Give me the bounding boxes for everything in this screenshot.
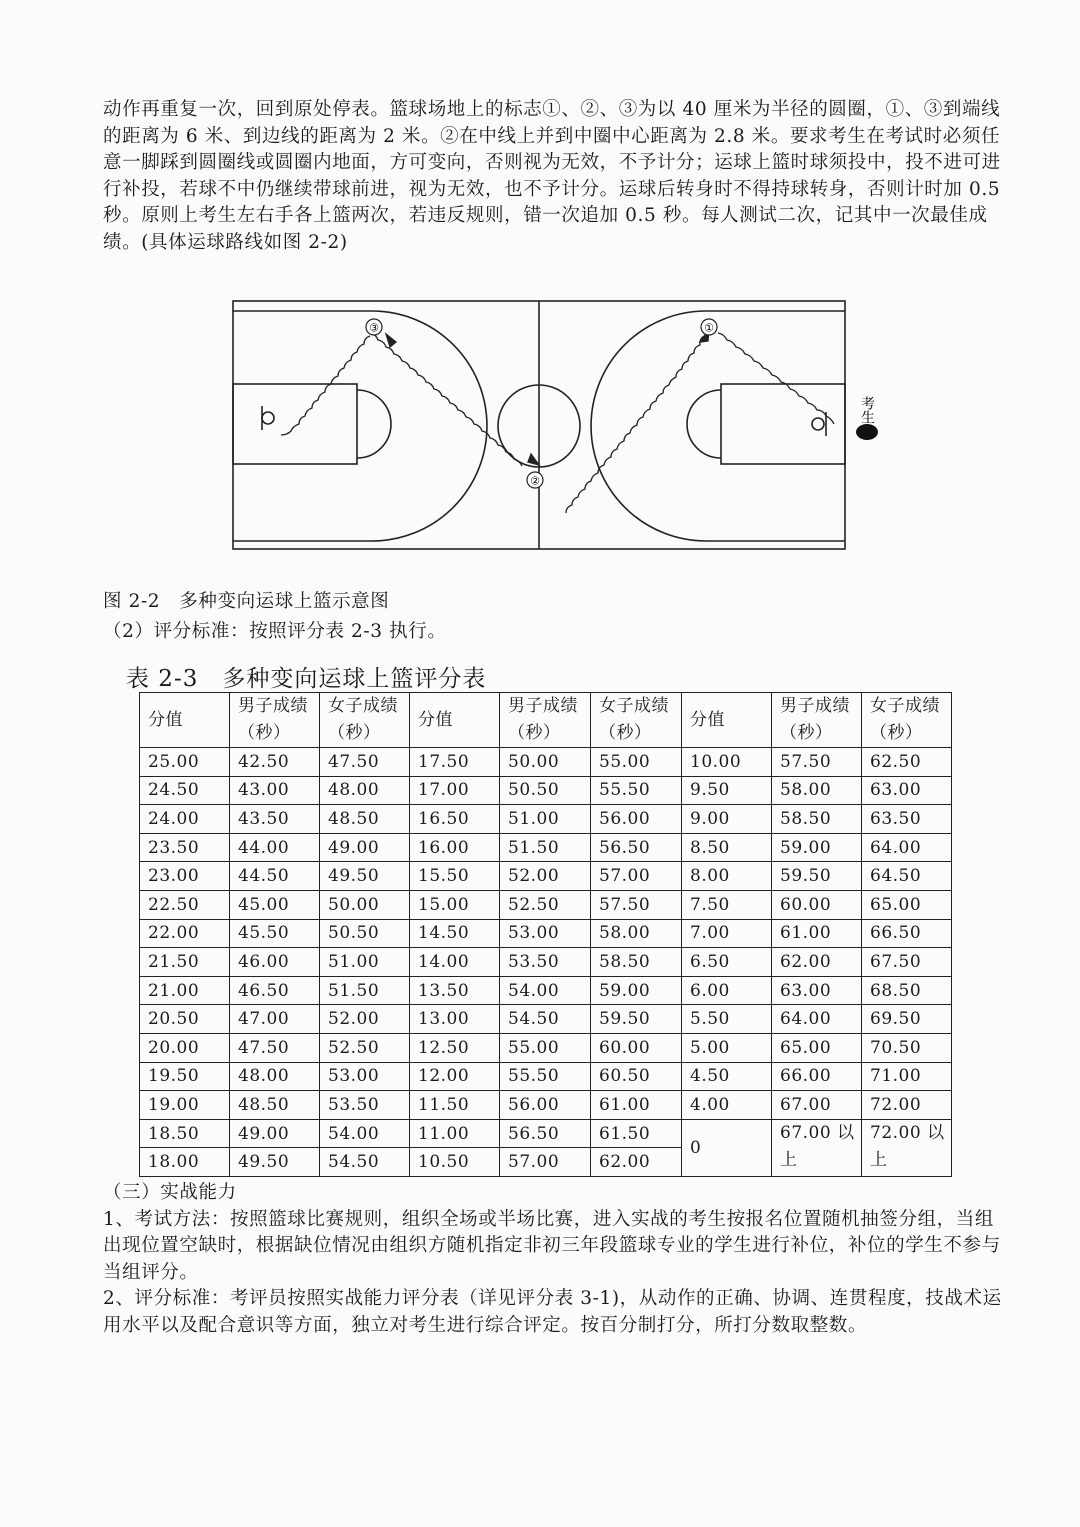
table-cell: 67.00 以上 [772, 1119, 862, 1176]
table-cell: 66.50 [862, 919, 952, 948]
table-cell: 50.00 [320, 890, 410, 919]
table-cell: 10.50 [410, 1148, 500, 1177]
table-cell: 69.50 [862, 1005, 952, 1034]
table-cell: 44.00 [230, 833, 320, 862]
table-header-row [140, 693, 952, 748]
table-row [140, 1119, 952, 1148]
table-cell: 62.00 [772, 948, 862, 977]
table-cell: 66.00 [772, 1062, 862, 1091]
table-cell: 11.50 [410, 1091, 500, 1120]
dribble-route [281, 329, 834, 513]
table-cell: 7.50 [682, 890, 772, 919]
table-cell: 52.50 [500, 890, 591, 919]
table-row [140, 776, 952, 805]
table-cell: 6.50 [682, 948, 772, 977]
table-cell: 51.50 [320, 976, 410, 1005]
right-basket [812, 418, 824, 430]
table-row [140, 1033, 952, 1062]
table-cell: 50.50 [320, 919, 410, 948]
table-cell: 48.50 [320, 805, 410, 834]
table-row [140, 1005, 952, 1034]
table-cell: 8.50 [682, 833, 772, 862]
table-cell: 55.00 [591, 748, 682, 777]
table-cell: 47.00 [230, 1005, 320, 1034]
table-cell: 42.50 [230, 748, 320, 777]
table-cell: 14.00 [410, 948, 500, 977]
table-cell: 12.50 [410, 1033, 500, 1062]
table-cell: 47.50 [320, 748, 410, 777]
table-cell: 59.50 [591, 1005, 682, 1034]
table-cell: 58.00 [772, 776, 862, 805]
table-cell: 11.00 [410, 1119, 500, 1148]
table-cell: 58.50 [591, 948, 682, 977]
table-cell: 16.00 [410, 833, 500, 862]
table-cell: 51.50 [500, 833, 591, 862]
table-cell: 15.00 [410, 890, 500, 919]
table-cell: 13.00 [410, 1005, 500, 1034]
table-cell: 58.50 [772, 805, 862, 834]
table-cell: 70.50 [862, 1033, 952, 1062]
section-3-item-2: 2、评分标准：考评员按照实战能力评分表（详见评分表 3-1)，从动作的正确、协调、连贯程度，技战术运用水平以及配合意识等方面，独立对考生进行综合评定。按百分制打分，所打分数取整数。 [103, 1288, 1002, 1336]
table-cell: 17.50 [410, 748, 500, 777]
table-cell: 24.50 [140, 776, 230, 805]
table-row [140, 890, 952, 919]
section-3-item-1: 1、考试方法：按照篮球比赛规则，组织全场或半场比赛，进入实战的考生按报名位置随机抽签分组，当组出现位置空缺时，根据缺位情况由组织方随机指定非初三年段篮球专业的学生进行补位，补位的学生不参与当组评分。 [103, 1208, 1001, 1283]
right-three-point-arc [591, 311, 845, 541]
header-cell: 分值 [682, 693, 772, 748]
table-cell: 57.50 [591, 890, 682, 919]
table-cell: 49.50 [230, 1148, 320, 1177]
table-cell: 55.00 [500, 1033, 591, 1062]
table-cell: 71.00 [862, 1062, 952, 1091]
table-cell: 6.00 [682, 976, 772, 1005]
table-cell: 46.00 [230, 948, 320, 977]
left-basket [262, 412, 274, 424]
table-cell: 43.00 [230, 776, 320, 805]
table-row [140, 948, 952, 977]
header-cell: 男子成绩（秒） [772, 693, 862, 748]
table-cell: 61.00 [772, 919, 862, 948]
scoring-criteria-line: （2）评分标准：按照评分表 2-3 执行。 [103, 621, 447, 642]
score-table [139, 692, 952, 1177]
table-cell: 48.00 [230, 1062, 320, 1091]
basketball-court-diagram [222, 294, 882, 556]
table-cell: 53.00 [500, 919, 591, 948]
table-cell: 20.00 [140, 1033, 230, 1062]
table-cell: 63.00 [772, 976, 862, 1005]
figure-caption: 图 2-2 多种变向运球上篮示意图 [103, 591, 390, 612]
table-title: 表 2-3 多种变向运球上篮评分表 [126, 666, 487, 692]
table-cell: 9.50 [682, 776, 772, 805]
svg-text:③: ③ [369, 321, 379, 335]
table-cell: 24.00 [140, 805, 230, 834]
examinee-dot [856, 424, 878, 440]
table-cell: 64.00 [772, 1005, 862, 1034]
header-cell: 分值 [410, 693, 500, 748]
table-cell: 19.00 [140, 1091, 230, 1120]
table-row [140, 805, 952, 834]
table-cell: 51.00 [500, 805, 591, 834]
table-cell: 10.00 [682, 748, 772, 777]
table-row [140, 748, 952, 777]
table-cell: 61.50 [591, 1119, 682, 1148]
table-cell: 59.50 [772, 862, 862, 891]
table-cell: 21.00 [140, 976, 230, 1005]
left-free-throw-arc [357, 390, 391, 458]
table-cell: 45.00 [230, 890, 320, 919]
table-cell: 57.00 [500, 1148, 591, 1177]
table-cell: 52.00 [500, 862, 591, 891]
right-free-throw-arc [687, 390, 721, 458]
table-cell: 9.00 [682, 805, 772, 834]
table-cell: 67.00 [772, 1091, 862, 1120]
table-cell: 50.00 [500, 748, 591, 777]
table-cell: 48.00 [320, 776, 410, 805]
table-row [140, 833, 952, 862]
table-cell: 4.50 [682, 1062, 772, 1091]
table-cell: 55.50 [591, 776, 682, 805]
svg-text:②: ② [530, 474, 540, 488]
marker-1 [701, 319, 717, 335]
table-cell: 22.00 [140, 919, 230, 948]
table-cell: 46.50 [230, 976, 320, 1005]
table-cell: 60.50 [591, 1062, 682, 1091]
table-cell: 57.50 [772, 748, 862, 777]
marker-3 [366, 319, 382, 335]
header-cell: 男子成绩（秒） [500, 693, 591, 748]
table-cell: 17.00 [410, 776, 500, 805]
table-cell: 5.00 [682, 1033, 772, 1062]
table-cell: 18.00 [140, 1148, 230, 1177]
table-cell: 54.00 [320, 1119, 410, 1148]
table-cell: 44.50 [230, 862, 320, 891]
table-cell: 54.00 [500, 976, 591, 1005]
table-cell: 45.50 [230, 919, 320, 948]
left-key [233, 384, 357, 464]
table-cell: 59.00 [772, 833, 862, 862]
table-cell: 4.00 [682, 1091, 772, 1120]
table-cell: 50.50 [500, 776, 591, 805]
table-cell: 56.50 [500, 1119, 591, 1148]
table-cell: 12.00 [410, 1062, 500, 1091]
table-cell: 60.00 [591, 1033, 682, 1062]
table-cell: 61.00 [591, 1091, 682, 1120]
table-cell: 63.50 [862, 805, 952, 834]
table-cell: 52.00 [320, 1005, 410, 1034]
table-cell: 54.50 [500, 1005, 591, 1034]
table-row [140, 862, 952, 891]
table-cell: 13.50 [410, 976, 500, 1005]
table-cell: 58.00 [591, 919, 682, 948]
score-table-body [140, 748, 952, 1177]
table-cell: 23.00 [140, 862, 230, 891]
table-cell: 56.00 [500, 1091, 591, 1120]
table-cell: 53.50 [500, 948, 591, 977]
section-3-heading: （三）实战能力 [103, 1182, 237, 1203]
table-cell: 49.50 [320, 862, 410, 891]
table-cell: 49.00 [230, 1119, 320, 1148]
table-row [140, 1091, 952, 1120]
table-cell: 59.00 [591, 976, 682, 1005]
table-cell: 54.50 [320, 1148, 410, 1177]
table-cell: 64.00 [862, 833, 952, 862]
examinee-label: 考生 [859, 396, 875, 424]
table-cell: 64.50 [862, 862, 952, 891]
table-cell: 48.50 [230, 1091, 320, 1120]
table-cell: 63.00 [862, 776, 952, 805]
table-cell: 23.50 [140, 833, 230, 862]
table-cell: 55.50 [500, 1062, 591, 1091]
table-cell: 68.50 [862, 976, 952, 1005]
table-cell: 47.50 [230, 1033, 320, 1062]
header-cell: 女子成绩（秒） [862, 693, 952, 748]
table-cell: 8.00 [682, 862, 772, 891]
table-cell: 25.00 [140, 748, 230, 777]
intro-paragraph [103, 97, 1003, 256]
table-cell: 57.00 [591, 862, 682, 891]
section-3 [103, 1180, 1003, 1339]
header-cell: 女子成绩（秒） [591, 693, 682, 748]
svg-text:①: ① [704, 321, 714, 335]
table-cell: 5.50 [682, 1005, 772, 1034]
table-cell: 18.50 [140, 1119, 230, 1148]
table-cell: 65.00 [772, 1033, 862, 1062]
table-cell: 49.00 [320, 833, 410, 862]
table-cell: 53.00 [320, 1062, 410, 1091]
table-cell: 7.00 [682, 919, 772, 948]
table-cell: 62.00 [591, 1148, 682, 1177]
table-cell: 67.50 [862, 948, 952, 977]
table-cell: 19.50 [140, 1062, 230, 1091]
marker-2 [527, 472, 543, 488]
table-cell: 56.50 [591, 833, 682, 862]
table-cell: 52.50 [320, 1033, 410, 1062]
table-cell: 53.50 [320, 1091, 410, 1120]
table-cell: 15.50 [410, 862, 500, 891]
table-row [140, 1062, 952, 1091]
table-cell: 0 [682, 1119, 772, 1176]
table-row [140, 976, 952, 1005]
table-cell: 72.00 以上 [862, 1119, 952, 1176]
table-row [140, 919, 952, 948]
table-cell: 16.50 [410, 805, 500, 834]
table-cell: 51.00 [320, 948, 410, 977]
table-cell: 60.00 [772, 890, 862, 919]
table-cell: 43.50 [230, 805, 320, 834]
table-cell: 62.50 [862, 748, 952, 777]
table-cell: 22.50 [140, 890, 230, 919]
table-cell: 56.00 [591, 805, 682, 834]
header-cell: 女子成绩（秒） [320, 693, 410, 748]
intro-text: 动作再重复一次，回到原处停表。篮球场地上的标志①、②、③为以 40 厘米为半径的圆圈，①、③到端线的距离为 6 米、到边线的距离为 2 米。②在中线上并到中圈中心距离为 2.8 米。要求考生在考试时必须任意一脚踩到圆圈线或圆圈内地面，方可变向，否则视为无效，不予计分；运球上篮时球须投中，投不进可进行补投，若球不中仍继续带球前进，视为无效，也不予计分。运球后转身时不得持球转身，否则计时加 0.5 秒。原则上考生左右手各上篮两次，若违反规则，错一次追加 0.5 秒。每人测试二次，记其中一次最佳成绩。(具体运球路线如图 2-2) [103, 99, 1001, 253]
court-svg [222, 294, 882, 556]
table-cell: 72.00 [862, 1091, 952, 1120]
header-cell: 分值 [140, 693, 230, 748]
header-cell: 男子成绩（秒） [230, 693, 320, 748]
table-cell: 21.50 [140, 948, 230, 977]
table-cell: 14.50 [410, 919, 500, 948]
table-cell: 65.00 [862, 890, 952, 919]
table-cell: 20.50 [140, 1005, 230, 1034]
